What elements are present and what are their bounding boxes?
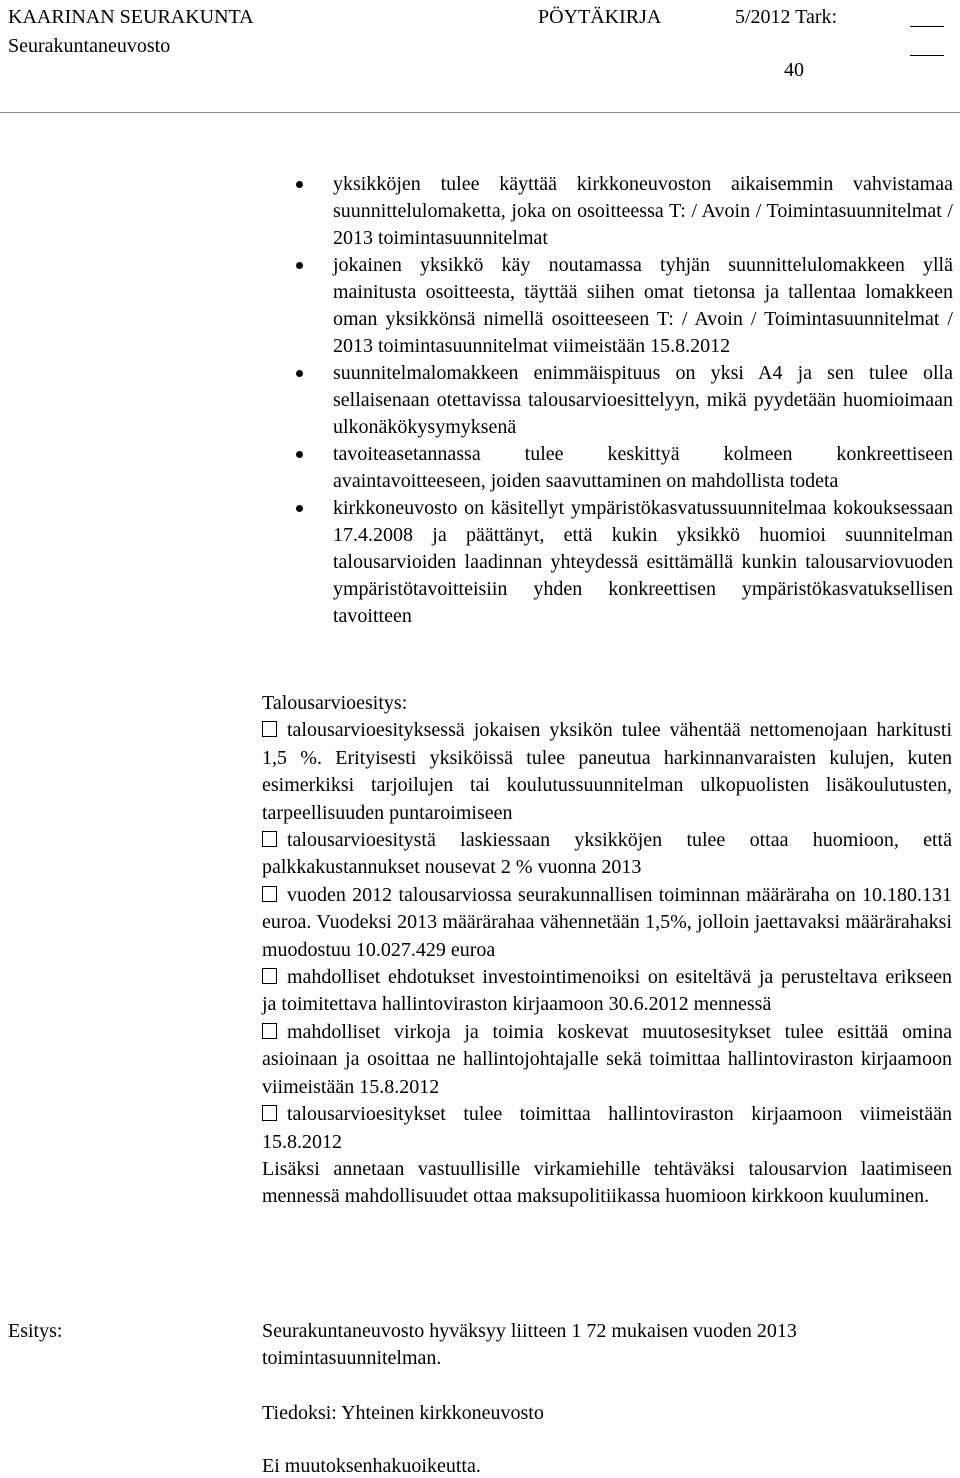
header-org: KAARINAN SEURAKUNTA bbox=[8, 6, 254, 28]
budget-section bbox=[262, 690, 952, 1211]
notice: Tiedoksi: Yhteinen kirkkoneuvosto bbox=[262, 1402, 544, 1424]
list-item: tavoiteasetannassa tulee keskittyä kolmeen konkreettiseen avaintavoitteeseen, joiden saavuttaminen on mahdollista todeta bbox=[293, 441, 953, 495]
budget-item: vuoden 2012 talousarviossa seurakunnallisen toiminnan määräraha on 10.180.131 euroa. Vuodeksi 2013 määrärahaa vähennetään 1,5%, jolloin jaettavaksi määrärahaksi muodostuu 10.027.429 euroa bbox=[262, 883, 952, 961]
header-doc-type: PÖYTÄKIRJA bbox=[538, 6, 662, 28]
checkbox-icon bbox=[262, 886, 277, 902]
list-item: yksikköjen tulee käyttää kirkkoneuvoston aikaisemmin vahvistamaa suunnittelulomaketta, joka on osoitteessa T: / Avoin / Toimintasuunnitelmat / 2013 toimintasuunnitelmat bbox=[293, 171, 953, 252]
tark-line-1 bbox=[910, 26, 944, 27]
header-number: 5/2012 Tark: bbox=[735, 6, 838, 28]
checkbox-icon bbox=[262, 1105, 277, 1121]
proposal-label: Esitys: bbox=[8, 1320, 63, 1342]
proposal-text bbox=[262, 1318, 952, 1372]
header-body: Seurakuntaneuvosto bbox=[8, 35, 171, 57]
tark-line-2 bbox=[910, 55, 944, 56]
budget-item: talousarvioesityksessä jokaisen yksikön tulee vähentää nettomenojaan harkitusti 1,5 %. Erityisesti yksiköissä tulee paneutua harkinnanvaraisten kulujen, kuten esimerkiksi tarjoilujen tai koulutussuunnitelman ulkopuolisten lisäkoulutusten, tarpeellisuuden puntaroimiseen bbox=[262, 719, 952, 824]
checkbox-icon bbox=[262, 1023, 277, 1039]
checkbox-icon bbox=[262, 831, 277, 847]
instruction-list bbox=[293, 171, 953, 630]
budget-item: mahdolliset ehdotukset investointimenoiksi on esiteltävä ja perusteltava erikseen ja toimitettava hallintoviraston kirjaamoon 30.6.2012 mennessä bbox=[262, 966, 952, 1016]
appeal-note: Ei muutoksenhakuoikeutta. bbox=[262, 1455, 481, 1477]
page-number: 40 bbox=[784, 59, 804, 81]
list-item: suunnitelmalomakkeen enimmäispituus on yksi A4 ja sen tulee olla sellaisenaan otettavissa talousarvioesittelyyn, mikä pyydetään huomioimaan ulkonäkökysymyksenä bbox=[293, 360, 953, 441]
budget-heading: Talousarvioesitys: bbox=[262, 692, 408, 714]
list-item: kirkkoneuvosto on käsitellyt ympäristökasvatussuunnitelmaa kokouksessaan 17.4.2008 ja päättänyt, että kukin yksikkö huomioi suunnitelman talousarvioiden laadinnan yhteydessä esittämällä kunkin talousarviovuoden ympäristötavoitteisiin yhden konkreettisen ympäristökasvatuksellisen tavoitteen bbox=[293, 495, 953, 630]
budget-item: mahdolliset virkoja ja toimia koskevat muutosesitykset tulee esittää omina asioinaan ja osoittaa ne hallintojohtajalle sekä toimittaa hallintoviraston kirjaamoon viimeistään 15.8.2012 bbox=[262, 1020, 952, 1098]
proposal-body: Seurakuntaneuvosto hyväksyy liitteen 1 72 mukaisen vuoden 2013 toimintasuunnitelman. bbox=[262, 1320, 797, 1369]
budget-closing: Lisäksi annetaan vastuullisille virkamiehille tehtäväksi talousarvion laatimiseen mennessä mahdollisuudet ottaa maksupolitiikassa huomioon kirkkoon kuuluminen. bbox=[262, 1157, 952, 1208]
list-item: jokainen yksikkö käy noutamassa tyhjän suunnittelulomakkeen yllä mainitusta osoitteesta, täyttää siihen omat tietonsa ja tallentaa lomakkeen oman yksikkönsä nimellä osoitteeseen T: / Avoin / Toimintasuunnitelmat / 2013 toimintasuunnitelmat viimeistään 15.8.2012 bbox=[293, 252, 953, 360]
budget-item: talousarvioesitystä laskiessaan yksikköjen tulee ottaa huomioon, että palkkakustannukset nousevat 2 % vuonna 2013 bbox=[262, 829, 952, 879]
checkbox-icon bbox=[262, 968, 277, 984]
header-divider bbox=[0, 112, 960, 113]
checkbox-icon bbox=[262, 721, 277, 737]
budget-item: talousarvioesitykset tulee toimittaa hallintoviraston kirjaamoon viimeistään 15.8.2012 bbox=[262, 1103, 952, 1153]
